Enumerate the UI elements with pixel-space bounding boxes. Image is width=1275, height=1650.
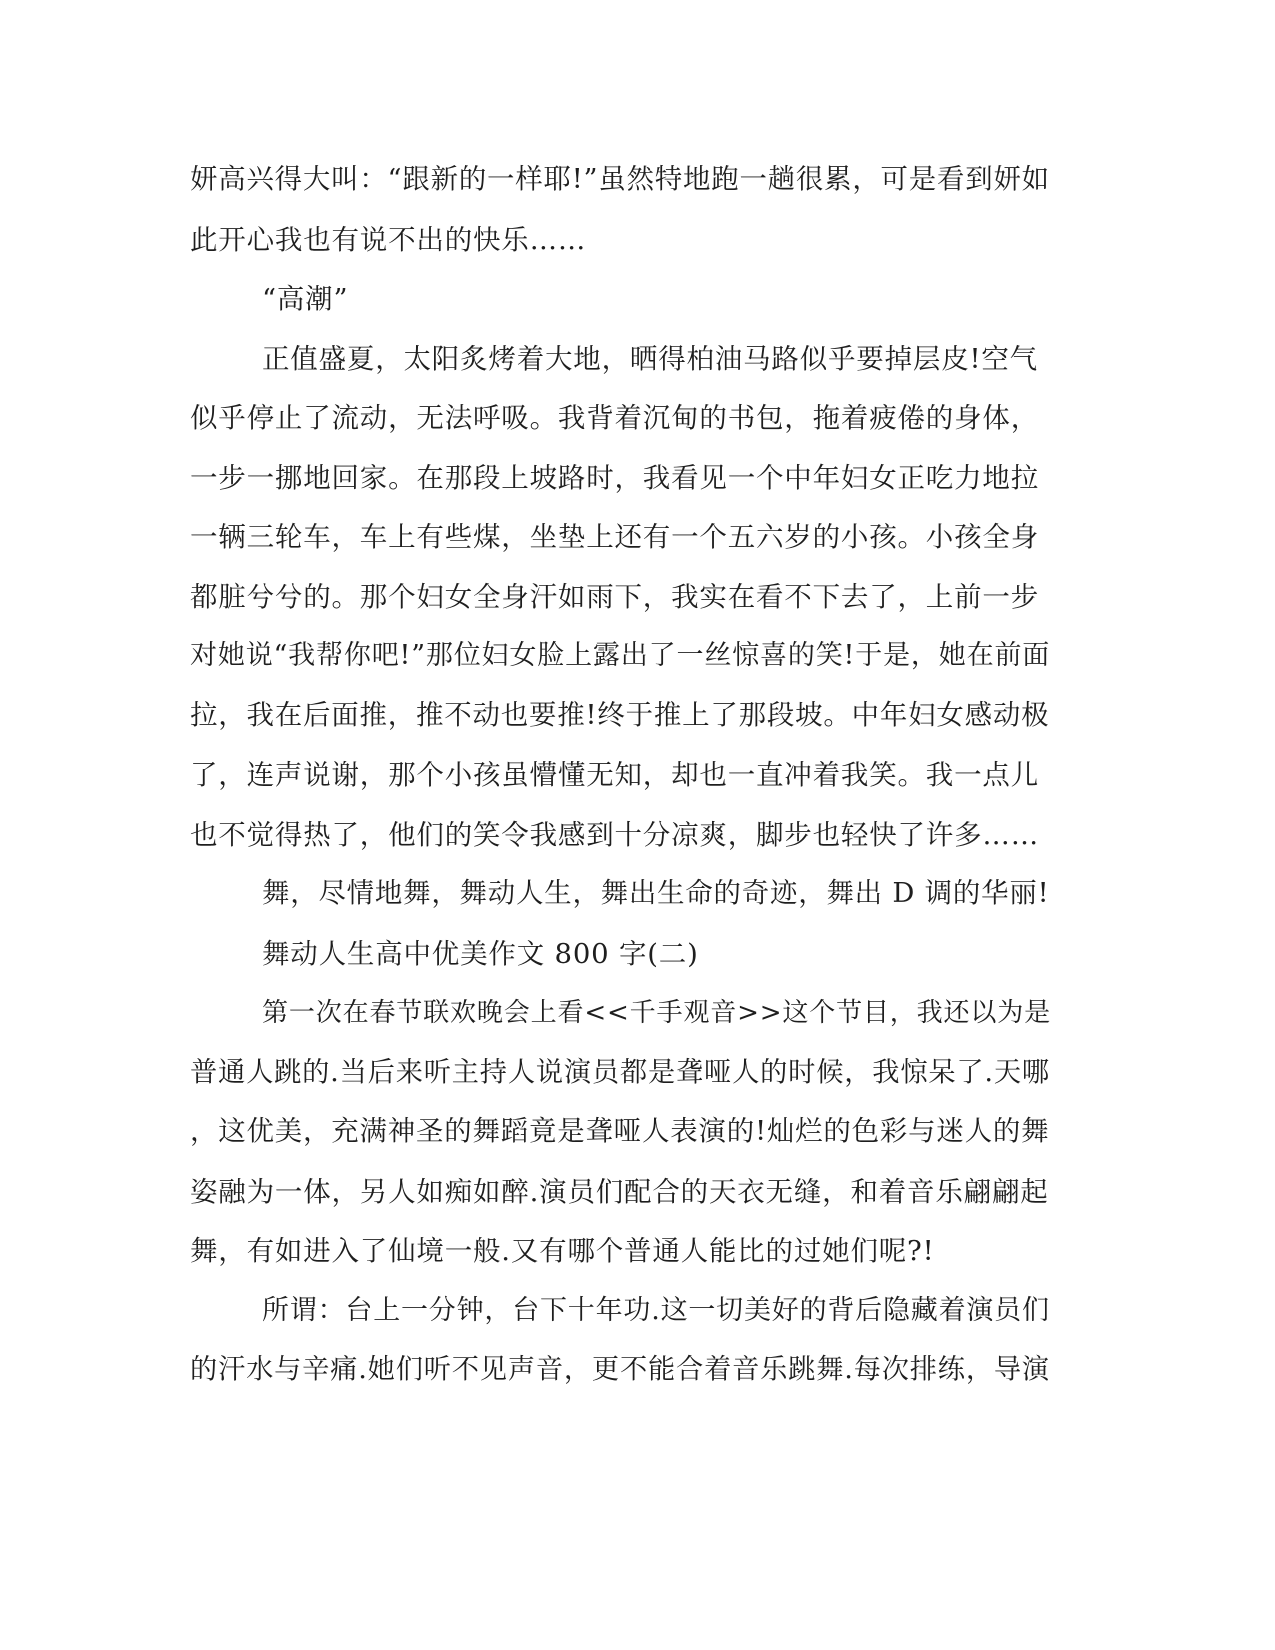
text-line-12: 也不觉得热了，他们的笑令我感到十分凉爽，脚步也轻快了许多…… — [190, 819, 1039, 851]
text-line-11: 了，连声说谢，那个小孩虽懵懂无知，却也一直冲着我笑。我一点儿 — [190, 759, 1039, 791]
text-line-17: ，这优美，充满神圣的舞蹈竟是聋哑人表演的!灿烂的色彩与迷人的舞 — [190, 1116, 1050, 1147]
text-line-1: 妍高兴得大叫：“跟新的一样耶!”虽然特地跑一趟很累，可是看到妍如 — [190, 164, 1050, 195]
text-line-5: 似乎停止了流动，无法呼吸。我背着沉甸的书包，拖着疲倦的身体， — [190, 402, 1039, 434]
text-line-21: 的汗水与辛痛.她们听不见声音，更不能合着音乐跳舞.每次排练，导演 — [190, 1354, 1050, 1385]
text-line-4: 正值盛夏，太阳炙烤着大地，晒得柏油马路似乎要掉层皮!空气 — [262, 343, 1038, 375]
section-heading: “高潮” — [262, 283, 349, 315]
text-line-18: 姿融为一体，另人如痴如醉.演员们配合的天衣无缝，和着音乐翩翩起 — [190, 1176, 1049, 1208]
text-line-16: 普通人跳的.当后来听主持人说演员都是聋哑人的时候，我惊呆了.天哪 — [190, 1057, 1050, 1088]
text-line-8: 都脏兮兮的。那个妇女全身汗如雨下，我实在看不下去了，上前一步 — [190, 581, 1039, 613]
article-title: 舞动人生高中优美作文 800 字(二) — [262, 938, 699, 970]
text-line-9: 对她说“我帮你吧!”那位妇女脸上露出了一丝惊喜的笑!于是，她在前面 — [190, 640, 1051, 671]
text-line-7: 一辆三轮车，车上有些煤，坐垫上还有一个五六岁的小孩。小孩全身 — [190, 521, 1039, 553]
text-line-13: 舞，尽情地舞，舞动人生，舞出生命的奇迹，舞出 D 调的华丽! — [262, 878, 1050, 909]
text-line-2: 此开心我也有说不出的快乐…… — [190, 224, 587, 256]
text-line-10: 拉，我在后面推，推不动也要推!终于推上了那段坡。中年妇女感动极 — [190, 700, 1050, 731]
text-line-20: 所谓：台上一分钟，台下十年功.这一切美好的背后隐藏着演员们 — [262, 1295, 1050, 1326]
text-line-6: 一步一挪地回家。在那段上坡路时，我看见一个中年妇女正吃力地拉 — [190, 462, 1039, 494]
text-line-15: 第一次在春节联欢晚会上看<<千手观音>>这个节目，我还以为是 — [262, 998, 1051, 1028]
text-line-19: 舞，有如进入了仙境一般.又有哪个普通人能比的过她们呢?! — [190, 1235, 935, 1267]
